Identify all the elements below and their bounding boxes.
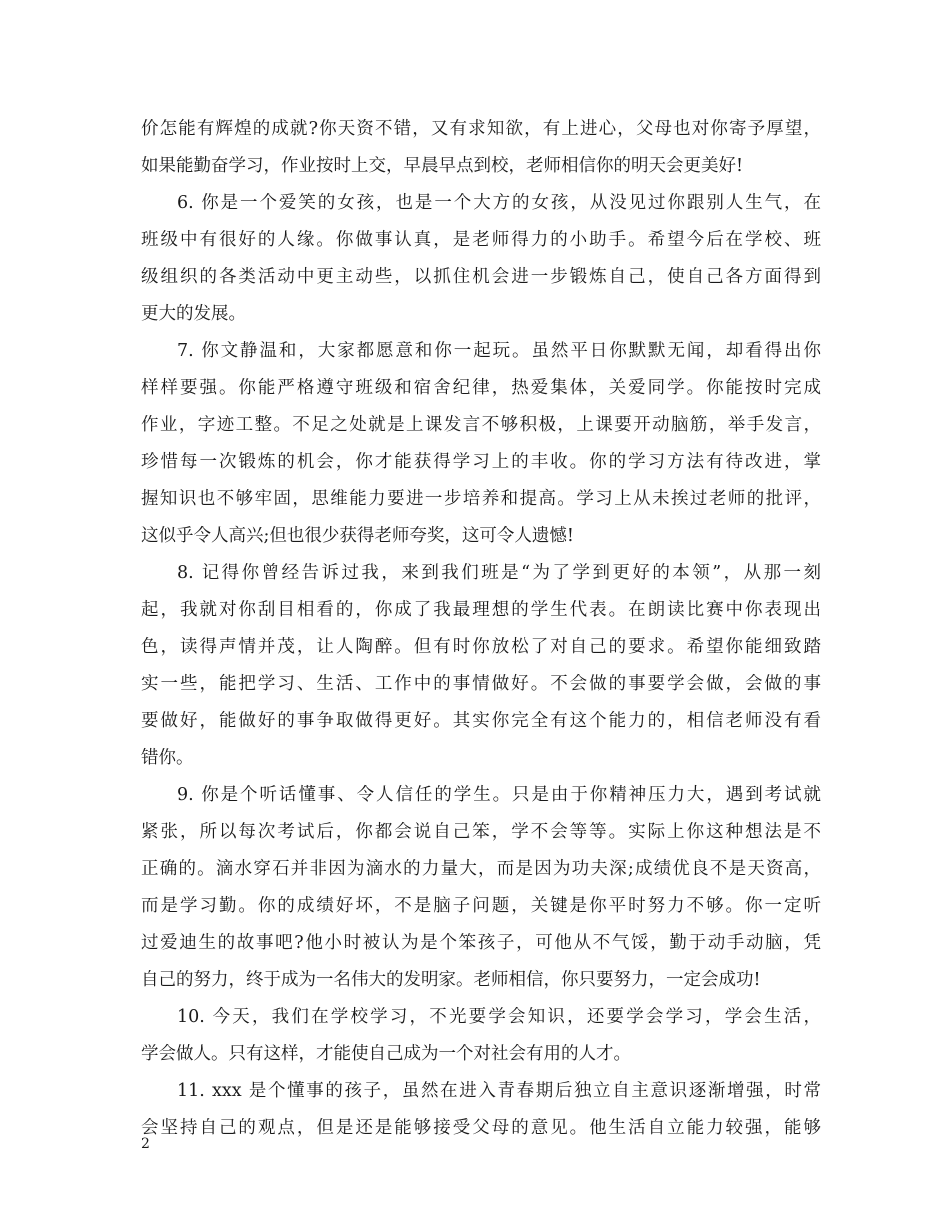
text-line: 11. xxx 是个懂事的孩子，虽然在进入青春期后独立自主意识逐渐增强，时常 <box>177 1081 821 1101</box>
text-line: 作业，字迹工整。不足之处就是上课发言不够积极，上课要开动脑筋，举手发言， <box>141 415 821 435</box>
text-line: 级组织的各类活动中更主动些，以抓住机会进一步锻炼自己，使自己各方面得到 <box>141 267 821 287</box>
text-line: 10. 今天，我们在学校学习，不光要学会知识，还要学会学习，学会生活， <box>177 1007 821 1027</box>
text-line: 握知识也不够牢固，思维能力要进一步培养和提高。学习上从未挨过老师的批评， <box>141 489 821 509</box>
text-line: 6. 你是一个爱笑的女孩，也是一个大方的女孩，从没见过你跟别人生气，在 <box>177 193 821 213</box>
text-line: 8. 记得你曾经告诉过我，来到我们班是“为了学到更好的本领”，从那一刻 <box>177 563 821 583</box>
text-line: 价怎能有辉煌的成就?你天资不错，又有求知欲，有上进心，父母也对你寄予厚望， <box>141 119 821 139</box>
text-line: 更大的发展。 <box>141 304 246 324</box>
text-line: 班级中有很好的人缘。你做事认真，是老师得力的小助手。希望今后在学校、班 <box>141 230 821 250</box>
text-line: 如果能勤奋学习，作业按时上交，早晨早点到校，老师相信你的明天会更美好! <box>141 156 744 176</box>
text-line: 而是学习勤。你的成绩好坏，不是脑子问题，关键是你平时努力不够。你一定听 <box>141 896 821 916</box>
text-line: 过爱迪生的故事吧?他小时被认为是个笨孩子，可他从不气馁，勤于动手动脑，凭 <box>141 933 821 953</box>
text-line: 自己的努力，终于成为一名伟大的发明家。老师相信，你只要努力，一定会成功! <box>141 970 761 990</box>
text-line: 9. 你是个听话懂事、令人信任的学生。只是由于你精神压力大，遇到考试就 <box>177 785 821 805</box>
text-line: 错你。 <box>141 748 194 768</box>
text-line: 学会做人。只有这样，才能使自己成为一个对社会有用的人才。 <box>141 1044 631 1064</box>
text-line: 会坚持自己的观点，但是还是能够接受父母的意见。他生活自立能力较强，能够 <box>141 1118 821 1138</box>
document-body <box>141 111 821 1147</box>
text-line: 珍惜每一次锻炼的机会，你才能获得学习上的丰收。你的学习方法有待改进，掌 <box>141 452 821 472</box>
text-line: 要做好，能做好的事争取做得更好。其实你完全有这个能力的，相信老师没有看 <box>141 711 821 731</box>
text-line: 7. 你文静温和，大家都愿意和你一起玩。虽然平日你默默无闻，却看得出你 <box>177 341 821 361</box>
text-line: 样样要强。你能严格遵守班级和宿舍纪律，热爱集体，关爱同学。你能按时完成 <box>141 378 821 398</box>
text-line: 紧张，所以每次考试后，你都会说自己笨，学不会等等。实际上你这种想法是不 <box>141 822 821 842</box>
text-line: 实一些，能把学习、生活、工作中的事情做好。不会做的事要学会做，会做的事 <box>141 674 821 694</box>
text-line: 这似乎令人高兴;但也很少获得老师夸奖，这可令人遗憾! <box>141 526 574 546</box>
text-line: 起，我就对你刮目相看的，你成了我最理想的学生代表。在朗读比赛中你表现出 <box>141 600 821 620</box>
text-line: 色，读得声情并茂，让人陶醉。但有时你放松了对自己的要求。希望你能细致踏 <box>141 637 821 657</box>
text-line: 正确的。滴水穿石并非因为滴水的力量大，而是因为功夫深;成绩优良不是天资高， <box>141 859 821 879</box>
page-number: 2 <box>141 1136 150 1152</box>
